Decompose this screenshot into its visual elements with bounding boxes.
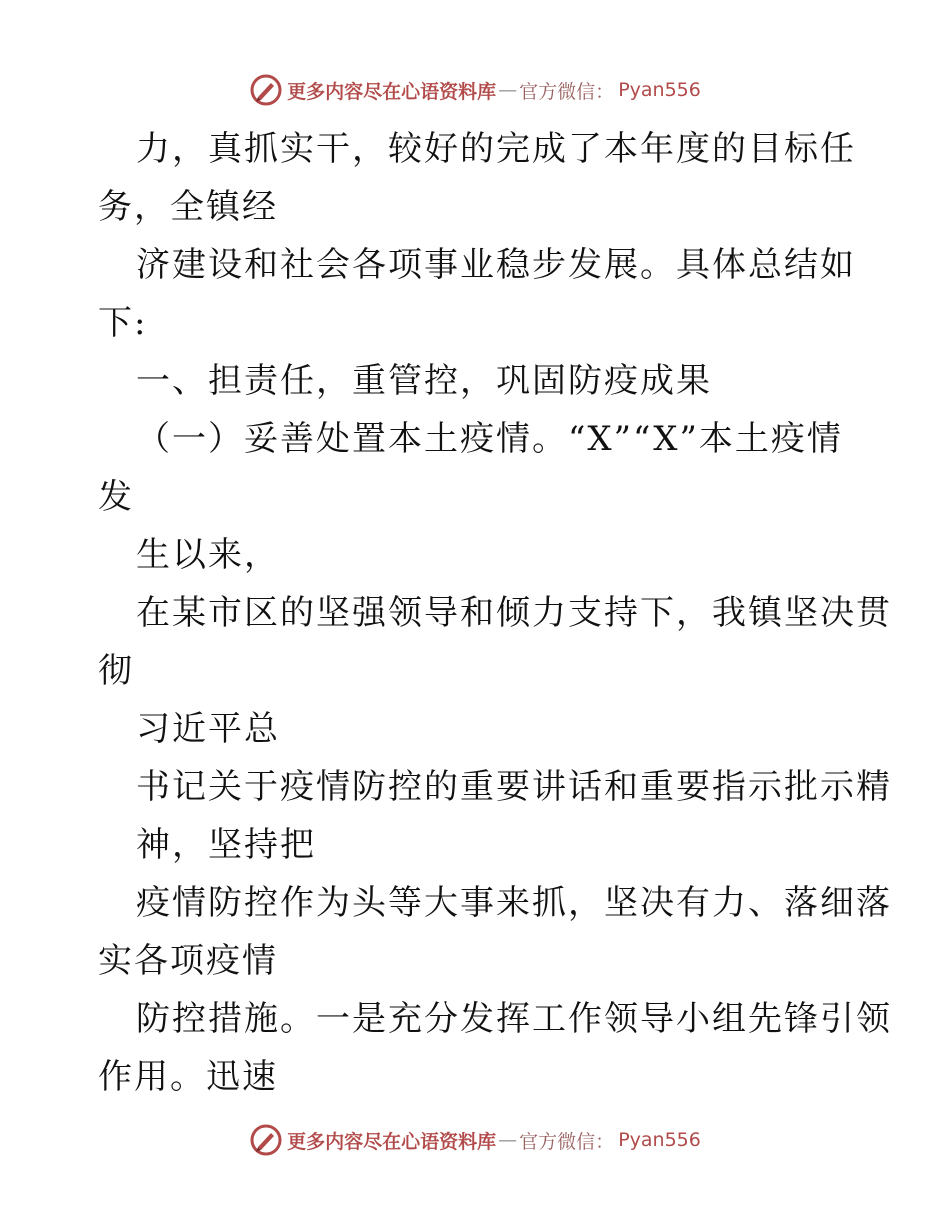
body-line: 发: [98, 477, 134, 517]
body-line: 在某市区的坚强领导和倾力支持下，我镇坚决贯: [136, 593, 892, 633]
document-body: [98, 120, 892, 1106]
footer-separator: —: [498, 1129, 518, 1151]
body-line: 习近平总: [136, 709, 280, 749]
footer-wechat-label: 官方微信：: [519, 1130, 615, 1153]
body-line: 济建设和社会各项事业稳步发展。具体总结如: [136, 245, 856, 285]
body-line: 神，坚持把: [136, 825, 316, 865]
body-line: 下:: [98, 303, 148, 343]
body-line: 书记关于疫情防控的重要讲话和重要指示批示精: [136, 767, 892, 807]
footer-wechat-id: Pyan556: [618, 1129, 701, 1151]
body-line: 疫情防控作为头等大事来抓，坚决有力、落细落: [136, 883, 892, 923]
pen-logo-icon: [249, 73, 283, 107]
banner-wechat-id: Pyan556: [618, 79, 701, 101]
body-line: 作用。迅速: [98, 1057, 278, 1097]
footer-brand-text: 更多内容尽在心语资料库: [287, 1130, 497, 1153]
banner-brand-text: 更多内容尽在心语资料库: [287, 80, 497, 103]
banner-wechat-label: 官方微信：: [519, 80, 615, 103]
body-line: 实各项疫情: [98, 941, 278, 981]
body-line: （一）妥善处置本土疫情。“X”“X”本土疫情: [136, 419, 843, 459]
header-banner: [0, 70, 950, 110]
body-line: 生以来，: [136, 535, 280, 575]
body-line: 彻: [98, 651, 134, 691]
pen-logo-icon: [249, 1123, 283, 1157]
body-line: 力，真抓实干，较好的完成了本年度的目标任: [136, 129, 856, 169]
body-line: 务，全镇经: [98, 187, 278, 227]
banner-separator: —: [498, 79, 518, 101]
body-line: 防控措施。一是充分发挥工作领导小组先锋引领: [136, 999, 892, 1039]
footer-banner: [0, 1120, 950, 1160]
section-heading: 一、担责任，重管控，巩固防疫成果: [136, 361, 712, 401]
